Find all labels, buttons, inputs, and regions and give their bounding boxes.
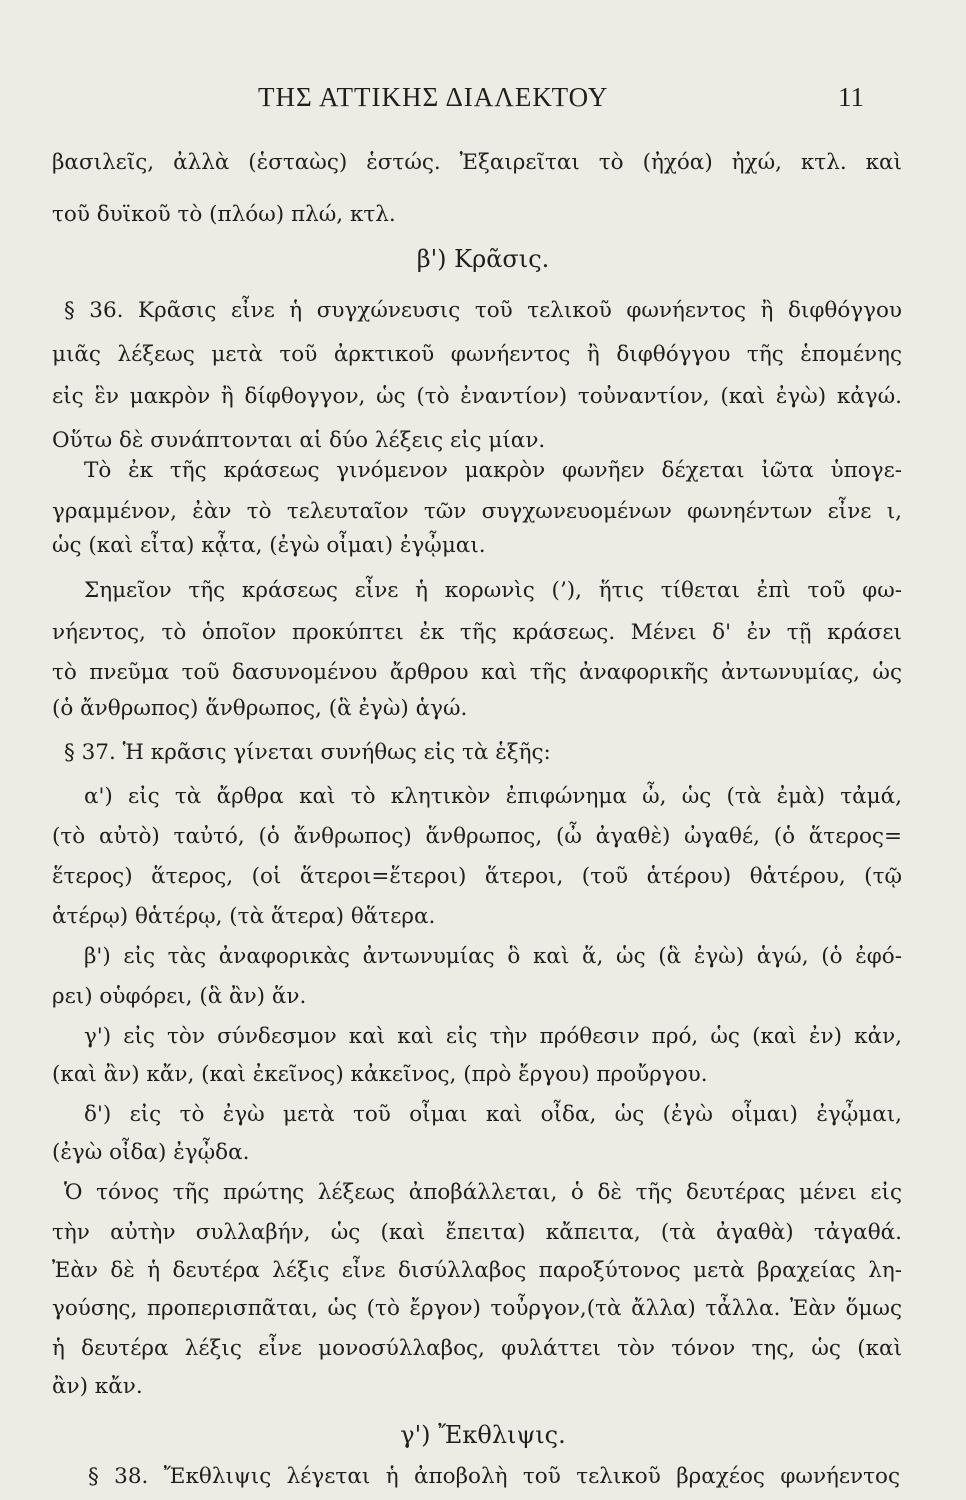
text-line: Ἐὰν δὲ ἡ δευτέρα λέξις εἶνε δισύλλαβος παροξύτονος μετὰ βραχείας λη- (52, 1258, 902, 1283)
text-line: εἰς ἓν μακρὸν ἢ δίφθογγον, ὡς (τὸ ἐναντίον) τοὐναντίον, (καὶ ἐγὼ) κἀγώ. (52, 384, 902, 409)
text-line: βασιλεῖς, ἀλλὰ (ἑσταὼς) ἑστώς. Ἐξαιρεῖται τὸ (ἠχόα) ἠχώ, κτλ. καὶ (52, 150, 902, 175)
text-line: Σημεῖον τῆς κράσεως εἶνε ἡ κορωνὶς (’), ἥτις τίθεται ἐπὶ τοῦ φω- (84, 578, 902, 603)
paragraph-38-start: § 38. Ἔκθλιψις λέγεται ἡ ἀποβολὴ τοῦ τελικοῦ βραχέος φωνήεντος (88, 1464, 900, 1489)
paragraph-36-start: § 36. Κρᾶσις εἶνε ἡ συγχώνευσις τοῦ τελικοῦ φωνήεντος ἢ διφθόγγου (64, 298, 902, 323)
text-line: β') εἰς τὰς ἀναφορικὰς ἀντωνυμίας ὃ καὶ ἅ, ὡς (ἃ ἐγὼ) ἁγώ, (ὁ ἐφό- (84, 944, 902, 969)
text-line: ρει) οὑφόρει, (ἃ ἂν) ἅν. (52, 984, 307, 1009)
text-line: γούσης, προπερισπᾶται, ὡς (τὸ ἔργον) τοὖργον,(τὰ ἄλλα) τἆλλα. Ἐὰν ὅμως (52, 1296, 902, 1321)
page-number: 11 (838, 82, 864, 112)
text-line: τὴν αὐτὴν συλλαβήν, ὡς (καὶ ἔπειτα) κἄπειτα, (τὰ ἀγαθὰ) τἀγαθά. (52, 1220, 902, 1245)
text-line: νήεντος, τὸ ὁποῖον προκύπτει ἐκ τῆς κράσεως. Μένει δ' ἐν τῇ κράσει (52, 620, 902, 645)
text-line: τοῦ δυϊκοῦ τὸ (πλόω) πλώ, κτλ. (52, 202, 396, 227)
text-line: μιᾶς λέξεως μετὰ τοῦ ἀρκτικοῦ φωνήεντος ἢ διφθόγγου τῆς ἑπομένης (52, 342, 902, 367)
paragraph-37-start: § 37. Ἡ κρᾶσις γίνεται συνήθως εἰς τὰ ἑξῆς: (64, 740, 551, 765)
text-line: (τὸ αὐτὸ) ταὐτό, (ὁ ἄνθρωπος) ἅνθρωπος, (ὦ ἀγαθὲ) ὠγαθέ, (ὁ ἅτερος= (52, 824, 902, 849)
text-line: ἕτερος) ἅτερος, (οἱ ἅτεροι=ἕτεροι) ἅτεροι, (τοῦ ἁτέρου) θἁτέρου, (τῷ (52, 864, 902, 889)
text-line: (ὁ ἄνθρωπος) ἅνθρωπος, (ἃ ἐγὼ) ἁγώ. (52, 696, 468, 721)
text-line: τὸ πνεῦμα τοῦ δασυνομένου ἄρθρου καὶ τῆς ἀναφορικῆς ἀντωνυμίας, ὡς (52, 660, 902, 685)
text-line: δ') εἰς τὸ ἐγὼ μετὰ τοῦ οἶμαι καὶ οἶδα, ὡς (ἐγὼ οἶμαι) ἐγᾦμαι, (84, 1102, 902, 1127)
text-line: (ἐγὼ οἶδα) ἐγᾦδα. (52, 1140, 250, 1165)
text-line: γ') εἰς τὸν σύνδεσμον καὶ καὶ εἰς τὴν πρόθεσιν πρό, ὡς (καὶ ἐν) κἀν, (84, 1024, 902, 1049)
text-line: γραμμένον, ἐὰν τὸ τελευταῖον τῶν συγχωνευομένων φωνηέντων εἶνε ι, (52, 499, 902, 524)
text-line: ἂν) κἄν. (52, 1374, 143, 1399)
section-heading-ekthlipsis: γ') Ἔκθλιψις. (400, 1421, 566, 1449)
section-heading-krasis: β') Κρᾶσις. (416, 245, 550, 273)
running-title: ΤΗΣ ΑΤΤΙΚΗΣ ΔΙΑΛΕΚΤΟΥ (258, 82, 609, 112)
text-line: (καὶ ἂν) κἄν, (καὶ ἐκεῖνος) κἀκεῖνος, (πρὸ ἔργου) προὔργου. (52, 1062, 708, 1087)
text-line: Οὕτω δὲ συνάπτονται αἱ δύο λέξεις εἰς μίαν. (52, 428, 546, 453)
page-header (0, 82, 966, 122)
text-line: Τὸ ἐκ τῆς κράσεως γινόμενον μακρὸν φωνῆεν δέχεται ἰῶτα ὑπογε- (84, 458, 902, 483)
text-line: α') εἰς τὰ ἄρθρα καὶ τὸ κλητικὸν ἐπιφώνημα ὦ, ὡς (τὰ ἐμὰ) τἀμά, (84, 784, 902, 809)
text-line: Ὁ τόνος τῆς πρώτης λέξεως ἀποβάλλεται, ὁ δὲ τῆς δευτέρας μένει εἰς (64, 1180, 902, 1205)
text-line: ἁτέρῳ) θἁτέρῳ, (τὰ ἅτερα) θἅτερα. (52, 904, 436, 929)
text-line: ὡς (καὶ εἶτα) κᾆτα, (ἐγὼ οἶμαι) ἐγᾦμαι. (52, 533, 486, 558)
text-line: ἡ δευτέρα λέξις εἶνε μονοσύλλαβος, φυλάττει τὸν τόνον της, ὡς (καὶ (52, 1336, 902, 1361)
